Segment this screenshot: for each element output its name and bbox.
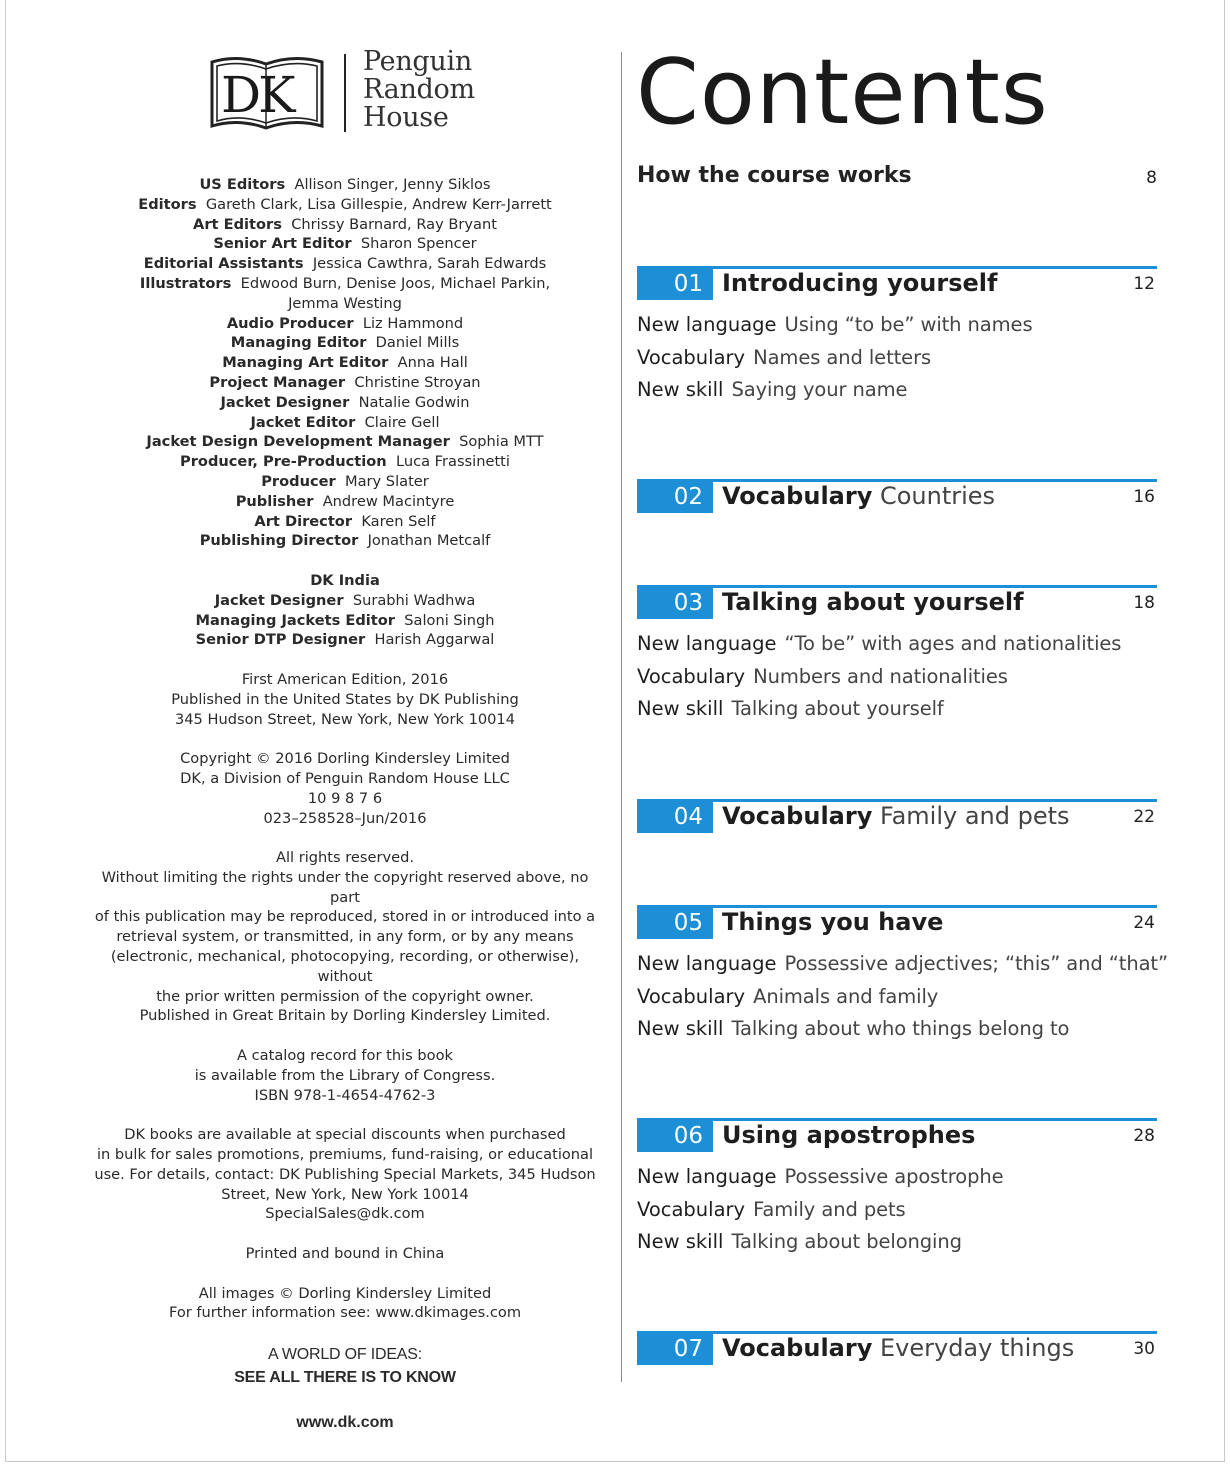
unit-number-badge <box>637 802 713 833</box>
unit-detail-key: New skill <box>637 1017 724 1040</box>
unit-detail-key: Vocabulary <box>637 1197 746 1221</box>
unit-number: 07 <box>673 1336 703 1362</box>
catalog-line: ISBN 978-1-4654-4762-3 <box>254 1086 436 1104</box>
unit-title <box>722 799 1070 833</box>
unit-detail-key: New skill <box>637 378 724 401</box>
dk-prh-logo <box>208 46 498 140</box>
credit-names: Gareth Clark, Lisa Gillespie, Andrew Kerr-Jarrett <box>205 195 552 213</box>
catalog-line: is available from the Library of Congress. <box>194 1066 496 1084</box>
credit-row <box>85 630 605 650</box>
edition-line: 345 Hudson Street, New York, New York 10014 <box>174 710 515 728</box>
unit-page-number: 22 <box>1133 807 1155 827</box>
unit-details <box>637 309 1033 407</box>
unit-title-bold: Vocabulary <box>722 802 873 830</box>
unit-title-light: Countries <box>879 482 996 510</box>
rights-block <box>85 848 605 1026</box>
copyright-block <box>85 749 605 828</box>
unit-detail-value: Using “to be” with names <box>784 313 1033 336</box>
publisher-line: House <box>363 102 449 133</box>
credit-names: Daniel Mills <box>375 334 460 352</box>
credit-row <box>85 531 605 551</box>
unit-detail-row <box>637 309 1033 342</box>
unit-detail-row <box>637 1226 1004 1259</box>
credit-role: Jacket Design Development Manager <box>146 433 450 451</box>
india-credits-list <box>85 591 605 650</box>
unit-number: 01 <box>673 271 703 297</box>
unit-title <box>722 585 1024 619</box>
credit-names: Chrissy Barnard, Ray Bryant <box>291 215 497 233</box>
unit-detail-row <box>637 1161 1004 1194</box>
catalog-block <box>85 1046 605 1105</box>
credit-role: Managing Jackets Editor <box>195 611 395 629</box>
unit-number: 04 <box>673 804 703 830</box>
imprint-column <box>85 175 605 1433</box>
unit-detail-value: Possessive adjectives; “this” and “that” <box>784 952 1168 975</box>
unit-title-bold: Introducing yourself <box>722 269 998 297</box>
unit-title-bold: Vocabulary <box>722 482 873 510</box>
credit-row <box>85 314 605 334</box>
unit-title-bold: Using apostrophes <box>722 1121 976 1149</box>
unit-detail-key: New language <box>637 952 777 975</box>
credit-role: Senior Art Editor <box>213 235 352 253</box>
images-line: For further information see: www.dkimages.com <box>168 1304 522 1322</box>
unit-number-badge <box>637 1121 713 1152</box>
credit-row <box>85 472 605 492</box>
rights-line: the prior written permission of the copyright owner. <box>156 987 534 1005</box>
unit-title-light: Family and pets <box>879 802 1070 830</box>
credit-row <box>85 611 605 631</box>
credit-names: Surabhi Wadhwa <box>352 591 476 609</box>
unit-detail-value: “To be” with ages and nationalities <box>784 632 1122 655</box>
unit-detail-row <box>637 948 1168 981</box>
credit-role: Project Manager <box>209 373 346 391</box>
sales-line: SpecialSales@dk.com <box>265 1205 425 1223</box>
rights-line: retrieval system, or transmitted, in any form, or by any means <box>116 928 574 946</box>
credit-row <box>85 274 605 294</box>
credit-row <box>85 195 605 215</box>
unit-detail-key: Vocabulary <box>637 664 746 688</box>
world-of-ideas: A WORLD OF IDEAS: <box>268 1346 422 1364</box>
unit-detail-row <box>637 1194 1004 1227</box>
credit-row <box>85 452 605 472</box>
copyright-line: 023–258528–Jun/2016 <box>263 809 427 827</box>
credit-row <box>85 234 605 254</box>
unit-title <box>722 266 997 300</box>
contents-title: Contents <box>636 40 1049 145</box>
credit-role: Senior DTP Designer <box>195 631 366 649</box>
credit-role: Editors <box>138 195 197 213</box>
credit-row <box>85 413 605 433</box>
sales-block <box>85 1125 605 1224</box>
credit-row <box>85 294 605 314</box>
credit-role: Producer <box>261 472 336 490</box>
publisher-line: Random <box>363 74 475 105</box>
unit-detail-row <box>637 342 1033 375</box>
unit-number-badge <box>637 269 713 300</box>
credit-role: Audio Producer <box>226 314 354 332</box>
unit-detail-key: New skill <box>637 697 724 720</box>
unit-title <box>722 1331 1074 1365</box>
credit-row <box>85 254 605 274</box>
credit-row <box>85 393 605 413</box>
unit-detail-row <box>637 661 1121 694</box>
unit-page-number: 16 <box>1133 487 1155 507</box>
unit-title-bold: Vocabulary <box>722 1334 873 1362</box>
credit-names: Anna Hall <box>397 354 468 372</box>
column-divider <box>621 52 622 1382</box>
credit-names: Harish Aggarwal <box>374 631 495 649</box>
rights-line: of this publication may be reproduced, stored in or introduced into a <box>94 908 596 926</box>
sales-line: in bulk for sales promotions, premiums, fund-raising, or educational <box>96 1146 594 1164</box>
credit-role: Managing Art Editor <box>222 354 389 372</box>
credit-names: Karen Self <box>361 512 436 530</box>
unit-detail-value: Names and letters <box>753 345 932 369</box>
unit-detail-value: Talking about belonging <box>731 1230 962 1253</box>
images-block <box>85 1284 605 1324</box>
unit-detail-value: Family and pets <box>753 1197 906 1221</box>
unit-detail-key: New skill <box>637 1230 724 1253</box>
images-line: All images © Dorling Kindersley Limited <box>198 1284 492 1302</box>
sales-line: DK books are available at special discounts when purchased <box>124 1126 566 1144</box>
credit-names: Sharon Spencer <box>360 235 477 253</box>
unit-number: 05 <box>673 910 703 936</box>
rights-line: All rights reserved. <box>275 849 415 867</box>
credit-role: Managing Editor <box>230 334 367 352</box>
rights-line: Without limiting the rights under the copyright reserved above, no part <box>101 868 589 906</box>
edition-block <box>85 670 605 729</box>
unit-page-number: 12 <box>1133 274 1155 294</box>
unit-detail-key: New language <box>637 313 777 336</box>
unit-number-badge <box>637 482 713 513</box>
copyright-line: DK, a Division of Penguin Random House LLC <box>180 769 510 787</box>
unit-detail-value: Talking about yourself <box>731 697 944 720</box>
unit-number: 03 <box>673 590 703 616</box>
unit-detail-key: New language <box>637 632 777 655</box>
publisher-wordmark <box>363 48 475 132</box>
credit-row <box>85 215 605 235</box>
credit-role: Editorial Assistants <box>143 255 304 273</box>
unit-number-badge <box>637 1334 713 1365</box>
unit-details <box>637 1161 1004 1259</box>
credit-names: Jessica Cawthra, Sarah Edwards <box>312 255 547 273</box>
unit-detail-value: Numbers and nationalities <box>753 664 1008 688</box>
unit-number-badge <box>637 588 713 619</box>
credit-names: Natalie Godwin <box>358 393 470 411</box>
unit-title <box>722 905 943 939</box>
unit-title-bold: Things you have <box>722 908 944 936</box>
unit-number-badge <box>637 908 713 939</box>
unit-number: 02 <box>673 484 703 510</box>
credit-names: Christine Stroyan <box>354 373 481 391</box>
unit-detail-key: Vocabulary <box>637 984 746 1008</box>
logo-separator <box>344 54 346 132</box>
edition-line: Published in the United States by DK Publishing <box>171 690 519 708</box>
copyright-line: 10 9 8 7 6 <box>307 789 383 807</box>
see-all-tagline: SEE ALL THERE IS TO KNOW <box>234 1369 456 1387</box>
rights-line: Published in Great Britain by Dorling Kindersley Limited. <box>139 1007 551 1025</box>
unit-detail-key: Vocabulary <box>637 345 746 369</box>
credit-names: Edwood Burn, Denise Joos, Michael Parkin, <box>240 274 551 292</box>
unit-detail-value: Animals and family <box>753 984 939 1008</box>
credit-role: Art Editors <box>193 215 282 233</box>
dk-book-logo-icon <box>208 50 326 132</box>
unit-detail-row <box>637 1013 1168 1046</box>
credit-role: Producer, Pre-Production <box>180 453 387 471</box>
unit-detail-value: Talking about who things belong to <box>731 1017 1070 1040</box>
credit-role: Jacket Designer <box>220 393 350 411</box>
course-entry[interactable] <box>637 160 1157 196</box>
credit-role: US Editors <box>199 176 286 193</box>
credit-row <box>85 175 605 195</box>
credit-names: Andrew Macintyre <box>322 492 455 510</box>
unit-details <box>637 948 1168 1046</box>
india-heading: DK India <box>310 571 380 589</box>
unit-detail-row <box>637 628 1121 661</box>
credit-row <box>85 333 605 353</box>
course-page: 8 <box>1146 168 1157 188</box>
credit-names: Jemma Westing <box>288 294 402 312</box>
credit-names: Mary Slater <box>345 472 429 490</box>
credit-names: Saloni Singh <box>404 611 495 629</box>
unit-detail-value: Possessive apostrophe <box>784 1165 1004 1188</box>
unit-details <box>637 628 1121 726</box>
credit-role: Illustrators <box>139 274 232 292</box>
unit-title-light: Everyday things <box>879 1334 1075 1362</box>
credit-names: Allison Singer, Jenny Siklos <box>294 176 491 193</box>
credit-role: Art Director <box>254 512 353 530</box>
credit-names: Jonathan Metcalf <box>367 532 491 550</box>
course-label: How the course works <box>637 163 912 188</box>
credit-names: Sophia MTT <box>459 433 544 451</box>
publisher-line: Penguin <box>363 46 472 77</box>
credit-row <box>85 512 605 532</box>
sales-line: use. For details, contact: DK Publishing Special Markets, 345 Hudson <box>94 1165 596 1183</box>
website-link[interactable]: www.dk.com <box>296 1414 394 1432</box>
credit-role: Jacket Editor <box>250 413 356 431</box>
unit-title <box>722 1118 975 1152</box>
unit-page-number: 28 <box>1133 1126 1155 1146</box>
credit-names: Liz Hammond <box>362 314 464 332</box>
credit-row <box>85 432 605 452</box>
credit-role: Jacket Designer <box>214 591 344 609</box>
copyright-line: Copyright © 2016 Dorling Kindersley Limited <box>180 750 510 768</box>
unit-detail-row <box>637 981 1168 1014</box>
unit-detail-row <box>637 374 1033 407</box>
unit-page-number: 24 <box>1133 913 1155 933</box>
credit-role: Publisher <box>235 492 314 510</box>
printed-line: Printed and bound in China <box>245 1245 445 1263</box>
credit-role: Publishing Director <box>199 532 359 550</box>
unit-page-number: 18 <box>1133 593 1155 613</box>
unit-title <box>722 479 995 513</box>
credit-names: Luca Frassinetti <box>395 453 510 471</box>
credit-row <box>85 591 605 611</box>
sales-line: Street, New York, New York 10014 <box>221 1185 469 1203</box>
credit-row <box>85 353 605 373</box>
unit-detail-key: New language <box>637 1165 777 1188</box>
dk-logo-text: DK <box>221 66 293 124</box>
unit-title-bold: Talking about yourself <box>722 588 1024 616</box>
rights-line: (electronic, mechanical, photocopying, recording, or otherwise), without <box>110 948 580 985</box>
credit-row <box>85 373 605 393</box>
edition-line: First American Edition, 2016 <box>241 670 449 688</box>
credit-row <box>85 492 605 512</box>
credit-names: Claire Gell <box>364 413 440 431</box>
unit-detail-value: Saying your name <box>731 378 908 401</box>
credits-list <box>85 175 605 551</box>
unit-number: 06 <box>673 1123 703 1149</box>
unit-detail-row <box>637 693 1121 726</box>
catalog-line: A catalog record for this book <box>237 1047 453 1065</box>
unit-page-number: 30 <box>1133 1339 1155 1359</box>
